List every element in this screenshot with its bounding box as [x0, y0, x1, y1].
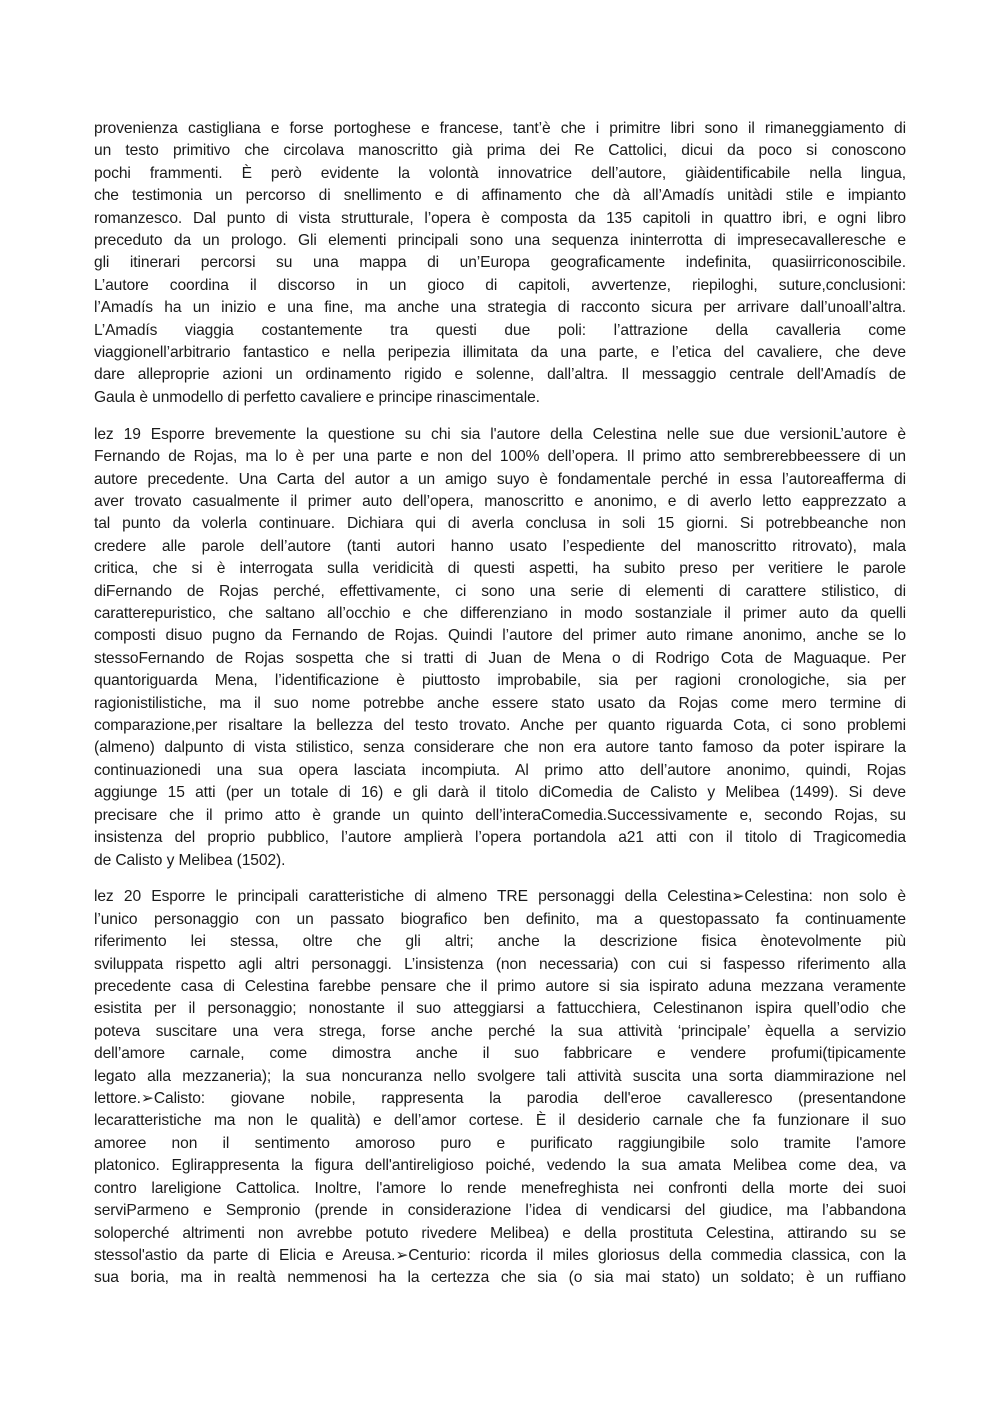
text-line: stessol'astio da parte di Elicia e Areusa.➢Centurio: ricorda il miles gloriosus della commedia classica, con la [94, 1246, 906, 1264]
text-line: composti disuo pugno da Fernando de Rojas. Quindi l’autore del primer auto rimane anonimo, anche se lo [94, 627, 906, 645]
text-line: platonico. Eglirappresenta la figura dell'antireligioso poiché, vedendo la sua amata Melibea come dea, va [94, 1157, 906, 1175]
text-line: credere alle parole dell’autore (tanti autori hanno usato l’espediente del manoscritto ritrovato), mala [94, 537, 906, 555]
text-line: autore precedente. Una Carta del autor a un amigo suyo è fondamentale perché in essa l’autoreafferma di [94, 470, 906, 488]
text-line: Gaula è unmodello di perfetto cavaliere e principe rinascimentale. [94, 388, 540, 406]
text-line: gli itinerari percorsi su una mappa di un’Europa geograficamente indefinita, quasiirriconoscibile. [94, 254, 906, 272]
text-line: l’Amadís ha un inizio e una fine, ma anche una strategia di racconto sicura per arrivare dall’unoall’altra. [94, 299, 906, 317]
text-line: soloperché altrimenti non avrebbe potuto rivedere Melibea) e della prostituta Celestina, attirando su se [94, 1224, 906, 1242]
text-line: diFernando de Rojas perché, effettivamente, ci sono una serie di elementi di carattere stilistico, di [94, 582, 906, 600]
text-line: pochi frammenti. È però evidente la volontà innovatrice dell’autore, giàidentificabile nella lingua, [94, 164, 906, 182]
paragraph [94, 118, 906, 409]
text-line: critica, che si è interrogata sulla veridicità di questi aspetti, ha subito preso per veritiere le parole [94, 560, 906, 578]
text-line: esistita per il personaggio; nonostante il suo atteggiarsi a fattucchiera, Celestinanon ispira quell’odio che [94, 1000, 906, 1018]
text-line: amoree non il sentimento amoroso puro e purificato raggiungibile solo tramite l'amore [94, 1134, 906, 1152]
text-line: l’unico personaggio con un passato biografico ben definito, ma a questopassato fa continuamente [94, 910, 906, 928]
text-line: lez 19 Esporre brevemente la questione su chi sia l'autore della Celestina nelle sue due versioniL’autore è [94, 425, 906, 443]
text-line: de Calisto y Melibea (1502). [94, 851, 286, 869]
text-line: insistenza del proprio pubblico, l’autore amplierà l’opera portandola a21 atti con il titolo di Tragicomedia [94, 829, 906, 847]
text-line: ragionistilistiche, ma il suo nome potrebbe anche essere stato usato da Rojas come mero termine di [94, 694, 906, 712]
text-line: Fernando de Rojas, ma lo è per una parte e non del 100% dell’opera. Il primo atto sembrerebbeessere di un [94, 448, 906, 466]
text-line: serviParmeno e Sempronio (prende in considerazione l’idea di vendicarsi del giudice, ma l’abbandona [94, 1202, 906, 1220]
text-line: L’autore coordina il discorso in un gioco di capitoli, avvertenze, riepiloghi, suture,conclusioni: [94, 276, 906, 294]
text-line: (almeno) dalpunto di vista stilistico, senza considerare che non era autore tanto famoso da poter ispirare la [94, 739, 906, 757]
text-line: lecaratteristiche ma non le qualità) e dell’amor cortese. È il desiderio carnale che fa funzionare il suo [94, 1112, 906, 1130]
text-line: un testo primitivo che circolava manoscritto già prima dei Re Cattolici, dicui da poco si conoscono [94, 142, 906, 160]
text-line: lez 20 Esporre le principali caratteristiche di almeno TRE personaggi della Celestina➢Celestina: non solo è [94, 888, 906, 906]
document-page [94, 118, 906, 1304]
text-line: quantoriguarda Mena, l’identificazione è piuttosto improbabile, sia per ragioni cronologiche, sia per [94, 672, 906, 690]
paragraph [94, 886, 906, 1289]
text-line: legato alla mezzaneria); la sua noncuranza nello svolgere tali attività suscita una sorta diammirazione nel [94, 1067, 906, 1085]
text-line: stessoFernando de Rojas sospetta che si tratti di Juan de Mena o di Rodrigo Cota de Maguaque. Per [94, 649, 906, 667]
text-line: poteva suscitare una vera strega, forse anche perché la sua attività ‘principale’ èquella a servizio [94, 1022, 906, 1040]
text-line: contro lareligione Cattolica. Inoltre, l'amore lo rende menefreghista nei confronti della morte dei suoi [94, 1179, 906, 1197]
text-line: caratterepuristico, che saltano all’occhio e che differenziano in modo sostanziale il primer auto da quelli [94, 605, 906, 623]
text-line: viaggionell’arbitrario fantastico e nella peripezia illimitata da una parte, e l’etica del cavaliere, che deve [94, 344, 906, 362]
text-line: dare alleproprie azioni un ordinamento rigido e solenne, dall’altra. Il messaggio centrale dell'Amadís de [94, 366, 906, 384]
text-line: comparazione,per risaltare la bellezza del testo trovato. Anche per quanto riguarda Cota, ci sono problemi [94, 717, 906, 735]
text-line: aver trovato casualmente il primer auto dell’opera, manoscritto e anonimo, e di averlo letto eapprezzato a [94, 493, 906, 510]
text-line: preceduto da un prologo. Gli elementi principali sono una sequenza ininterrotta di impresecavalleresche e [94, 232, 906, 250]
text-line: riferimento lei stessa, oltre che gli altri; anche la descrizione fisica ènotevolmente più [94, 933, 906, 951]
text-line: che testimonia un percorso di snellimento e di affinamento che dà all’Amadís unitàdi stile e impianto [94, 187, 906, 205]
text-line: lettore.➢Calisto: giovane nobile, rappresenta la parodia dell'eroe cavalleresco (presentandone [94, 1090, 906, 1108]
paragraph [94, 424, 906, 872]
text-line: aggiunge 15 atti (per un totale di 16) e gli darà il titolo diComedia de Calisto y Melibea (1499). Si deve [94, 784, 906, 802]
text-line: L’Amadís viaggia costantemente tra questi due poli: l’attrazione della cavalleria come [94, 321, 906, 339]
text-line: dell’amore carnale, come dimostra anche il suo fabbricare e vendere profumi(tipicamente [94, 1045, 906, 1063]
text-line: sua boria, ma in realtà nemmenosi ha la certezza che sia (o sia mai stato) un soldato; è un ruffiano [94, 1269, 906, 1287]
text-line: precedente casa di Celestina farebbe pensare che il primo autore si sia ispirato aduna mezzana veramente [94, 978, 906, 996]
text-line: provenienza castigliana e forse portoghese e francese, tant’è che i primitre libri sono il rimaneggiamento di [94, 120, 906, 137]
text-line: tal punto da volerla continuare. Dichiara qui di averla conclusa in soli 15 giorni. Si potrebbeanche non [94, 515, 906, 533]
text-line: romanzesco. Dal punto di vista strutturale, l’opera è composta da 135 capitoli in quattro ibri, e ogni libro [94, 209, 906, 227]
text-line: precisare che il primo atto è grande un quinto dell’interaComedia.Successivamente e, secondo Rojas, su [94, 806, 906, 824]
text-line: sviluppata rispetto agli altri personaggi. L’insistenza (non necessaria) con cui si faspesso riferimento alla [94, 955, 906, 973]
text-line: continuazionedi una sua opera lasciata incompiuta. Al primo atto dell’autore anonimo, quindi, Rojas [94, 761, 906, 779]
